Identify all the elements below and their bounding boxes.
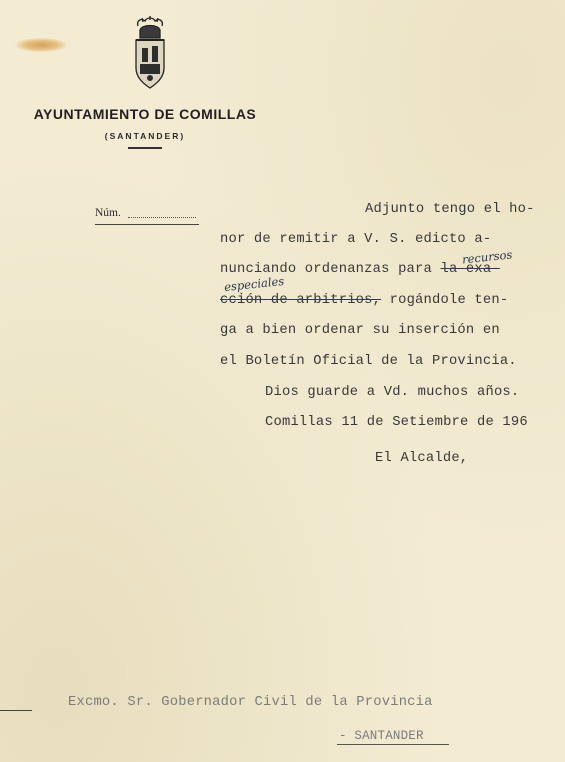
closing-salutation: Dios guarde a Vd. muchos años. (265, 385, 520, 400)
margin-fold-line (0, 710, 32, 711)
coat-of-arms-icon (128, 16, 172, 92)
body-line-4-text: rogándole ten- (389, 293, 509, 308)
struck-text-line-4: cción de arbitrios, (220, 293, 382, 308)
body-line-5: ga a bien ordenar su inserción en (220, 323, 500, 338)
city-underline (337, 744, 449, 745)
municipality-title: AYUNTAMIENTO DE COMILLAS (33, 106, 257, 122)
reference-number-label: Núm. (95, 207, 121, 219)
letterhead-divider (128, 147, 162, 149)
struck-text-line-3: la exa- (440, 262, 500, 277)
municipality-province: (SANTANDER) (104, 131, 186, 141)
body-line-2: nor de remitir a V. S. edicto a- (220, 232, 492, 247)
paper-stain (15, 38, 67, 52)
addressee: Excmo. Sr. Gobernador Civil de la Provincia (68, 695, 433, 710)
reference-number-rule (95, 224, 199, 225)
signatory-title: El Alcalde, (375, 451, 469, 466)
body-line-6: el Boletín Oficial de la Provincia. (220, 354, 517, 369)
reference-number-dotted-line (128, 217, 196, 218)
place-and-date: Comillas 11 de Setiembre de 196 (265, 415, 528, 430)
body-line-3 (220, 262, 500, 277)
body-line-1: Adjunto tengo el ho- (365, 202, 535, 217)
handwritten-insert-line-4: especiales (223, 273, 285, 295)
letterhead (30, 106, 260, 149)
addressee-city: - SANTANDER (339, 729, 424, 743)
body-line-3-text: nunciando ordenanzas para (220, 262, 432, 277)
handwritten-insert-line-3: recursos (461, 247, 513, 267)
body-line-4 (220, 293, 508, 308)
